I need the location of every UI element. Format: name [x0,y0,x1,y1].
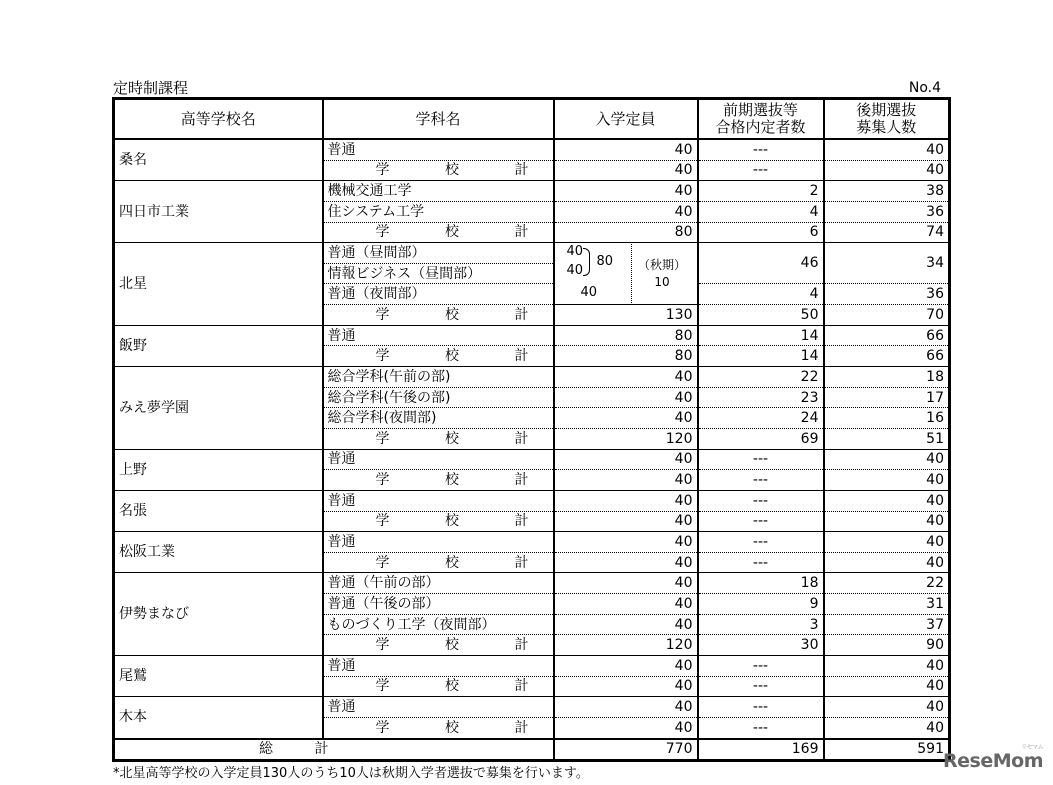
dept-name: 普通（夜間部） [323,284,554,305]
early-cell: 46 [698,243,824,284]
capacity-cell: 40 [554,511,698,532]
capacity-cell: 40 [554,532,698,553]
subtotal-label: 学 校 計 [323,305,554,326]
late-cell: 40 [824,139,950,160]
admission-table [112,97,951,762]
capacity-cell: 40 [554,717,698,738]
capacity-cell: 40 [554,387,698,408]
table-row [114,243,950,264]
capacity-cell: 80 [554,222,698,243]
late-cell: 36 [824,201,950,222]
resemom-logo: リセマム ReseMom [943,744,1043,772]
table-row [114,573,950,594]
footnote: *北星高等学校の入学定員130人のうち10人は秋期入学者選抜で募集を行います。 [113,766,589,781]
header-capacity: 入学定員 [554,99,698,140]
capacity-cell: 40 [554,367,698,388]
subtotal-label: 学 校 計 [323,717,554,738]
dept-name: 情報ビジネス（昼間部） [323,263,554,284]
subtotal-label: 学 校 計 [323,222,554,243]
page-number: No.4 [908,80,941,96]
dept-name: 総合学科(午前の部) [323,367,554,388]
early-cell: --- [698,697,824,718]
early-cell: --- [698,717,824,738]
late-cell: 31 [824,594,950,615]
early-cell: --- [698,511,824,532]
school-name: 尾鷲 [114,656,323,697]
header-early: 前期選抜等 合格内定者数 [698,99,824,140]
subtotal-label: 学 校 計 [323,160,554,181]
early-cell: 50 [698,305,824,326]
early-cell: 22 [698,367,824,388]
day-capacity-2: 40 [566,263,584,279]
school-name: 上野 [114,449,323,490]
school-name: 飯野 [114,325,323,366]
school-name: 木本 [114,697,323,739]
early-cell: --- [698,160,824,181]
capacity-cell: 40 [554,408,698,429]
header-dept: 学科名 [323,99,554,140]
early-cell: 23 [698,387,824,408]
early-cell: 24 [698,408,824,429]
capacity-cell: 40 [554,490,698,511]
early-cell: --- [698,470,824,491]
capacity-cell: 40 [554,552,698,573]
table-row [114,532,950,553]
school-name: 名張 [114,490,323,531]
late-cell: 66 [824,325,950,346]
early-cell: 14 [698,346,824,367]
header-school: 高等学校名 [114,99,323,140]
late-cell: 40 [824,717,950,738]
dept-name: 普通 [323,532,554,553]
late-cell: 37 [824,614,950,635]
subtotal-label: 学 校 計 [323,428,554,449]
late-cell: 22 [824,573,950,594]
school-name: 四日市工業 [114,181,323,243]
brace-icon [583,248,590,276]
capacity-cell: 40 [554,470,698,491]
table-row [114,181,950,202]
late-cell: 51 [824,428,950,449]
grand-total-row [114,739,950,761]
table-row [114,367,950,388]
course-title: 定時制課程 [113,79,189,97]
early-cell: --- [698,676,824,697]
early-cell: --- [698,656,824,677]
early-cell: 4 [698,284,824,305]
late-cell: 40 [824,511,950,532]
early-cell: --- [698,532,824,553]
early-cell: 14 [698,325,824,346]
capacity-cell: 40 [554,449,698,470]
dept-name: 普通（昼間部） [323,243,554,264]
late-cell: 18 [824,367,950,388]
dept-name: 総合学科(夜間部) [323,408,554,429]
school-name: 北星 [114,243,323,326]
subtotal-label: 学 校 計 [323,470,554,491]
late-cell: 90 [824,635,950,656]
dept-name: 普通 [323,697,554,718]
capacity-cell: 40 [554,181,698,202]
table-row [114,449,950,470]
capacity-cell: 40 [554,656,698,677]
day-capacity-sum: 80 [596,254,614,270]
capacity-cell: 40 [554,676,698,697]
late-cell: 40 [824,697,950,718]
dept-name: 機械交通工学 [323,181,554,202]
autumn-note: （秋期） 10 [637,258,686,290]
subtotal-label: 学 校 計 [323,635,554,656]
dept-name: 普通 [323,139,554,160]
grand-late: 591 [824,739,950,761]
early-cell: 2 [698,181,824,202]
dept-name: 普通 [323,325,554,346]
early-cell: --- [698,490,824,511]
day-capacity-1: 40 [566,244,584,260]
dept-name: 総合学科(午後の部) [323,387,554,408]
grand-total-label: 総 計 [114,739,554,761]
late-cell: 40 [824,470,950,491]
dept-name: 普通 [323,490,554,511]
late-cell: 40 [824,160,950,181]
late-cell: 17 [824,387,950,408]
hokusei-capacity-block [554,243,698,305]
hokusei-capacity-detail [559,244,632,303]
early-cell: --- [698,449,824,470]
early-cell: 69 [698,428,824,449]
early-cell: --- [698,139,824,160]
dept-name: 普通 [323,656,554,677]
table-row [114,490,950,511]
early-cell: 4 [698,201,824,222]
capacity-cell: 40 [554,594,698,615]
grand-early: 169 [698,739,824,761]
capacity-cell: 40 [554,573,698,594]
table-row [114,325,950,346]
early-cell: --- [698,552,824,573]
dept-name: 普通（午後の部） [323,594,554,615]
late-cell: 40 [824,449,950,470]
late-cell: 40 [824,656,950,677]
early-cell: 30 [698,635,824,656]
late-cell: 38 [824,181,950,202]
capacity-cell: 40 [554,201,698,222]
late-cell: 74 [824,222,950,243]
header-late: 後期選抜 募集人数 [824,99,950,140]
capacity-cell: 120 [554,428,698,449]
subtotal-label: 学 校 計 [323,346,554,367]
school-name: 松阪工業 [114,532,323,573]
early-cell: 3 [698,614,824,635]
late-cell: 34 [824,243,950,284]
subtotal-label: 学 校 計 [323,552,554,573]
capacity-cell: 40 [554,614,698,635]
late-cell: 40 [824,490,950,511]
dept-name: ものづくり工学（夜間部） [323,614,554,635]
capacity-cell: 80 [554,346,698,367]
capacity-cell: 40 [554,697,698,718]
late-cell: 40 [824,676,950,697]
early-cell: 6 [698,222,824,243]
grand-capacity: 770 [554,739,698,761]
dept-name: 住システム工学 [323,201,554,222]
table-row [114,697,950,718]
school-name: 桑名 [114,139,323,181]
early-cell: 18 [698,573,824,594]
night-capacity: 40 [580,285,598,301]
dept-name: 普通（午前の部） [323,573,554,594]
late-cell: 40 [824,552,950,573]
capacity-cell: 40 [554,160,698,181]
header-row [114,99,950,140]
table-row [114,139,950,160]
capacity-cell: 120 [554,635,698,656]
table-row [114,656,950,677]
late-cell: 16 [824,408,950,429]
late-cell: 36 [824,284,950,305]
subtotal-label: 学 校 計 [323,676,554,697]
capacity-cell: 40 [554,139,698,160]
dept-name: 普通 [323,449,554,470]
late-cell: 70 [824,305,950,326]
early-cell: 9 [698,594,824,615]
capacity-cell: 130 [554,305,698,326]
late-cell: 40 [824,532,950,553]
late-cell: 66 [824,346,950,367]
capacity-cell: 80 [554,325,698,346]
school-name: みえ夢学園 [114,367,323,450]
school-name: 伊勢まなび [114,573,323,656]
subtotal-label: 学 校 計 [323,511,554,532]
